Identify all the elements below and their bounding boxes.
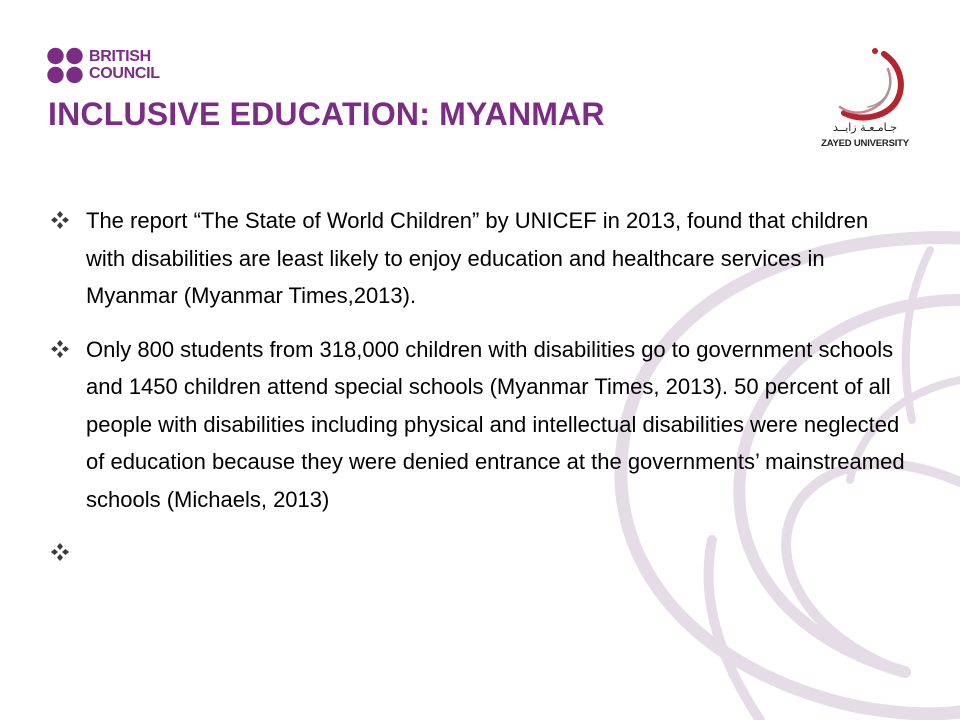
zayed-university-swirl-icon (828, 45, 908, 123)
bullet-text (86, 534, 910, 572)
four-diamond-bullet-icon (50, 339, 70, 359)
four-diamond-bullet-icon (50, 210, 70, 230)
zayed-university-logo (810, 45, 920, 155)
zayed-university-arabic-wordmark: جـامـعـة زايــد (832, 121, 898, 134)
british-council-wordmark: BRITISH COUNCIL (89, 48, 160, 82)
british-council-dots-icon (47, 47, 85, 85)
zayed-university-english-wordmark: ZAYED UNIVERSITY (821, 138, 909, 149)
slide-title: INCLUSIVE EDUCATION: MYANMAR (48, 96, 605, 132)
bullet-item (50, 331, 910, 519)
british-council-logo (47, 47, 187, 87)
bullet-list (50, 202, 910, 572)
four-diamond-bullet-icon (50, 542, 70, 562)
bullet-text: The report “The State of World Children” by UNICEF in 2013, found that children with disabilities are least likely to enjoy education and healthcare services in Myanmar (Myanmar Times,2013). (86, 208, 869, 308)
bullet-text: Only 800 students from 318,000 children with disabilities go to government schools and 1450 children attend special schools (Myanmar Times, 2013). 50 percent of all people with disabilities including physical and intellectual disabilities were neglected of education because they were denied entrance at the governments’ mainstreamed schools (Michaels, 2013) (86, 336, 905, 512)
bullet-item (50, 534, 910, 572)
bullet-item (50, 202, 910, 315)
